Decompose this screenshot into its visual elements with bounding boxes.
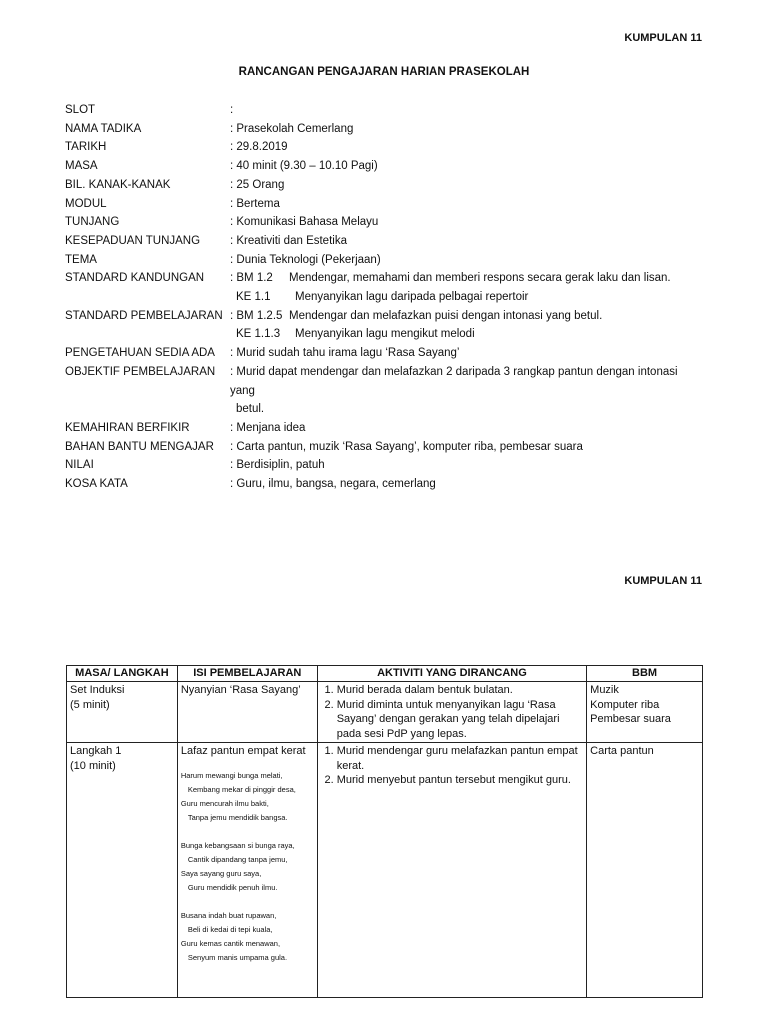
step-name: Set Induksi (70, 684, 125, 696)
standard-text: Menyanyikan lagu daripada pelbagai repertoir (295, 291, 529, 304)
info-pengetahuan (65, 344, 705, 363)
activity-item: 1. Murid berada dalam bentuk bulatan. (337, 683, 583, 698)
pantun-line: Guru kemas cantik menawan, (180, 938, 281, 948)
material-item: Muzik (590, 684, 619, 696)
isi-cell: Nyanyian ‘Rasa Sayang’ (177, 682, 317, 743)
info-label: TEMA (65, 253, 97, 266)
info-tunjang (65, 213, 705, 232)
isi-cell (177, 743, 317, 998)
info-slot (65, 101, 705, 120)
info-value: : Guru, ilmu, bangsa, negara, cemerlang (230, 478, 436, 491)
content-title: Lafaz pantun empat kerat (180, 745, 306, 757)
info-objektif (65, 363, 705, 400)
info-standard-kandungan (65, 269, 705, 288)
info-value: : 40 minit (9.30 – 10.10 Pagi) (230, 160, 378, 173)
info-modul (65, 195, 705, 214)
info-objektif-2 (65, 400, 705, 419)
info-label: STANDARD KANDUNGAN (65, 272, 205, 285)
info-standard-kandungan-2 (65, 288, 705, 307)
info-label: MASA (65, 160, 98, 173)
info-tarikh (65, 138, 705, 157)
info-label: PENGETAHUAN SEDIA ADA (65, 347, 215, 360)
lesson-info (65, 101, 705, 494)
info-value: : Berdisiplin, patuh (230, 459, 325, 472)
pantun-line: Beli di kedai di tepi kuala, (187, 924, 273, 934)
page-title: RANCANGAN PENGAJARAN HARIAN PRASEKOLAH (238, 66, 530, 78)
info-label: KEMAHIRAN BERFIKIR (65, 421, 190, 434)
pantun-line: Guru mendidik penuh ilmu. (187, 882, 278, 892)
pantun-line: Bunga kebangsaan si bunga raya, (180, 840, 295, 850)
info-value: : Dunia Teknologi (Pekerjaan) (230, 253, 381, 266)
info-label: OBJEKTIF PEMBELAJARAN (65, 365, 216, 378)
masa-cell (67, 743, 178, 998)
info-value: : Komunikasi Bahasa Melayu (230, 216, 379, 229)
info-value: : Kreativiti dan Estetika (230, 234, 347, 247)
step-name: Langkah 1 (70, 745, 122, 757)
info-standard-pembelajaran (65, 307, 705, 326)
info-bbm (65, 438, 705, 457)
info-tema (65, 251, 705, 270)
standard-text: Mendengar, memahami dan memberi respons secara gerak laku dan lisan. (289, 272, 671, 285)
info-standard-pembelajaran-2 (65, 325, 705, 344)
step-duration: (5 minit) (70, 698, 110, 711)
table-row (67, 682, 703, 743)
info-kemahiran (65, 419, 705, 438)
info-nama-tadika (65, 120, 705, 139)
info-label: MODUL (65, 197, 107, 210)
info-value: : Carta pantun, muzik ‘Rasa Sayang’, komputer riba, pembesar suara (230, 440, 583, 453)
info-label: BIL. KANAK-KANAK (65, 178, 171, 191)
info-value: : Prasekolah Cemerlang (230, 122, 354, 135)
info-label: SLOT (65, 104, 96, 116)
info-label: TUNJANG (65, 216, 120, 229)
pantun-stanza (181, 839, 314, 895)
standard-code: KE 1.1.3 (236, 328, 281, 341)
table-row (67, 743, 703, 998)
material-item: Pembesar suara (590, 713, 671, 725)
info-kosa-kata (65, 475, 705, 494)
pantun-line: Senyum manis umpama gula. (187, 952, 288, 962)
table-header-row (67, 666, 703, 682)
column-header: ISI PEMBELAJARAN (177, 666, 317, 682)
standard-code: KE 1.1 (236, 291, 271, 304)
info-label: NAMA TADIKA (65, 122, 142, 135)
info-value: : 29.8.2019 (230, 141, 288, 154)
info-nilai (65, 456, 705, 475)
info-value (230, 325, 705, 344)
column-header: AKTIVITI YANG DIRANCANG (317, 666, 586, 682)
pantun-stanza (181, 769, 314, 825)
aktiviti-cell (317, 682, 586, 743)
material-item: Komputer riba (590, 698, 660, 711)
activity-item: 2. Murid menyebut pantun tersebut mengikut guru. (337, 773, 583, 788)
activity-item: 1. Murid mendengar guru melafazkan pantun empat kerat. (337, 744, 583, 773)
pantun-line: Kembang mekar di pinggir desa, (187, 784, 296, 794)
standard-text: Menyanyikan lagu mengikut melodi (295, 328, 475, 341)
pantun-line: Tanpa jemu mendidik bangsa. (187, 812, 288, 822)
info-kesepaduan (65, 232, 705, 251)
info-value: : 25 Orang (230, 178, 285, 191)
info-value: : Bertema (230, 197, 280, 210)
info-value: : (230, 104, 234, 116)
pantun-line: Busana indah buat rupawan, (180, 910, 277, 920)
aktiviti-cell (317, 743, 586, 998)
bbm-cell: Carta pantun (587, 743, 703, 998)
standard-code: : BM 1.2 (230, 272, 273, 285)
bbm-cell (587, 682, 703, 743)
info-value (230, 288, 705, 307)
pantun-text (181, 769, 314, 965)
info-label: KESEPADUAN TUNJANG (65, 234, 201, 247)
column-header: MASA/ LANGKAH (67, 666, 178, 682)
activity-item: 2. Murid diminta untuk menyanyikan lagu ‘Rasa Sayang’ dengan gerakan yang telah dipelajari pada sesi PdP yang lepas. (337, 698, 583, 742)
info-bil (65, 176, 705, 195)
info-label: TARIKH (65, 141, 107, 154)
info-label: NILAI (65, 459, 94, 472)
info-value (230, 269, 705, 288)
info-label: KOSA KATA (65, 478, 128, 491)
pantun-line: Saya sayang guru saya, (180, 868, 262, 878)
pantun-line: Cantik dipandang tanpa jemu, (187, 854, 288, 864)
info-label: BAHAN BANTU MENGAJAR (65, 440, 214, 453)
info-value: : Murid sudah tahu irama lagu ‘Rasa Sayang’ (230, 347, 460, 360)
info-value: betul. (236, 403, 265, 416)
info-value: : Murid dapat mendengar dan melafazkan 2 daripada 3 rangkap pantun dengan intonasi yang (230, 365, 678, 397)
pantun-stanza (181, 909, 314, 965)
pantun-line: Harum mewangi bunga melati, (180, 770, 283, 780)
group-label-bottom: KUMPULAN 11 (624, 575, 702, 587)
group-label-top: KUMPULAN 11 (624, 32, 702, 44)
pantun-line: Guru mencurah ilmu bakti, (180, 798, 269, 808)
column-header: BBM (587, 666, 703, 682)
info-masa (65, 157, 705, 176)
standard-code: : BM 1.2.5 (230, 309, 283, 322)
info-label: STANDARD PEMBELAJARAN (65, 309, 223, 322)
info-value: : Menjana idea (230, 421, 306, 434)
step-duration: (10 minit) (70, 759, 116, 772)
masa-cell (67, 682, 178, 743)
lesson-plan-table (66, 665, 703, 998)
info-value (230, 307, 705, 326)
standard-text: Mendengar dan melafazkan puisi dengan intonasi yang betul. (289, 309, 603, 322)
